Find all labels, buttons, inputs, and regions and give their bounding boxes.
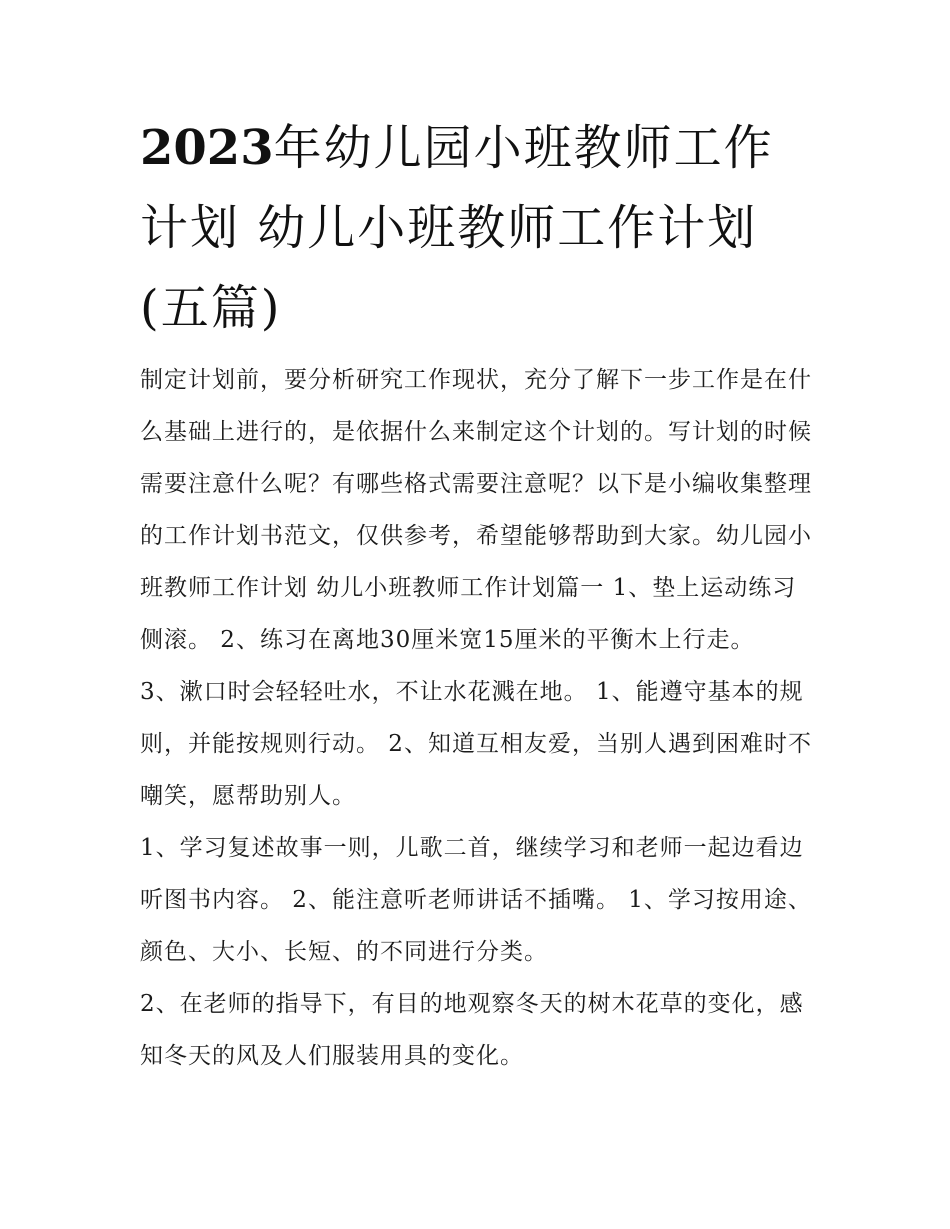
paragraph-2: 3、漱口时会轻轻吐水，不让水花溅在地。 1、能遵守基本的规则，并能按规则行动。 2、知道互相友爱，当别人遇到困难时不嘲笑，愿帮助别人。 xyxy=(140,679,812,809)
paragraph-4: 2、在老师的指导下，有目的地观察冬天的树木花草的变化，感知冬天的风及人们服装用具的变化。 xyxy=(140,991,804,1069)
title-year: 2023 xyxy=(140,120,274,176)
paragraph-intro: 制定计划前，要分析研究工作现状，充分了解下一步工作是在什么基础上进行的，是依据什么来制定这个计划的。写计划的时候需要注意什么呢？有哪些格式需要注意呢？以下是小编收集整理的工作计划书范文，仅供参考，希望能够帮助到大家。幼儿园小班教师工作计划 幼儿小班教师工作计划篇一 1、垫上运动练习侧滚。 2、练习在离地30厘米宽15厘米的平衡木上行走。 xyxy=(140,367,812,653)
paragraph-3: 1、学习复述故事一则，儿歌二首，继续学习和老师一起边看边听图书内容。 2、能注意听老师讲话不插嘴。 1、学习按用途、颜色、大小、长短、的不同进行分类。 xyxy=(140,835,812,965)
document-body xyxy=(140,354,820,1082)
title-text: 年幼儿园小班教师工作计划 幼儿小班教师工作计划(五篇) xyxy=(140,120,774,336)
document-title xyxy=(140,108,820,348)
